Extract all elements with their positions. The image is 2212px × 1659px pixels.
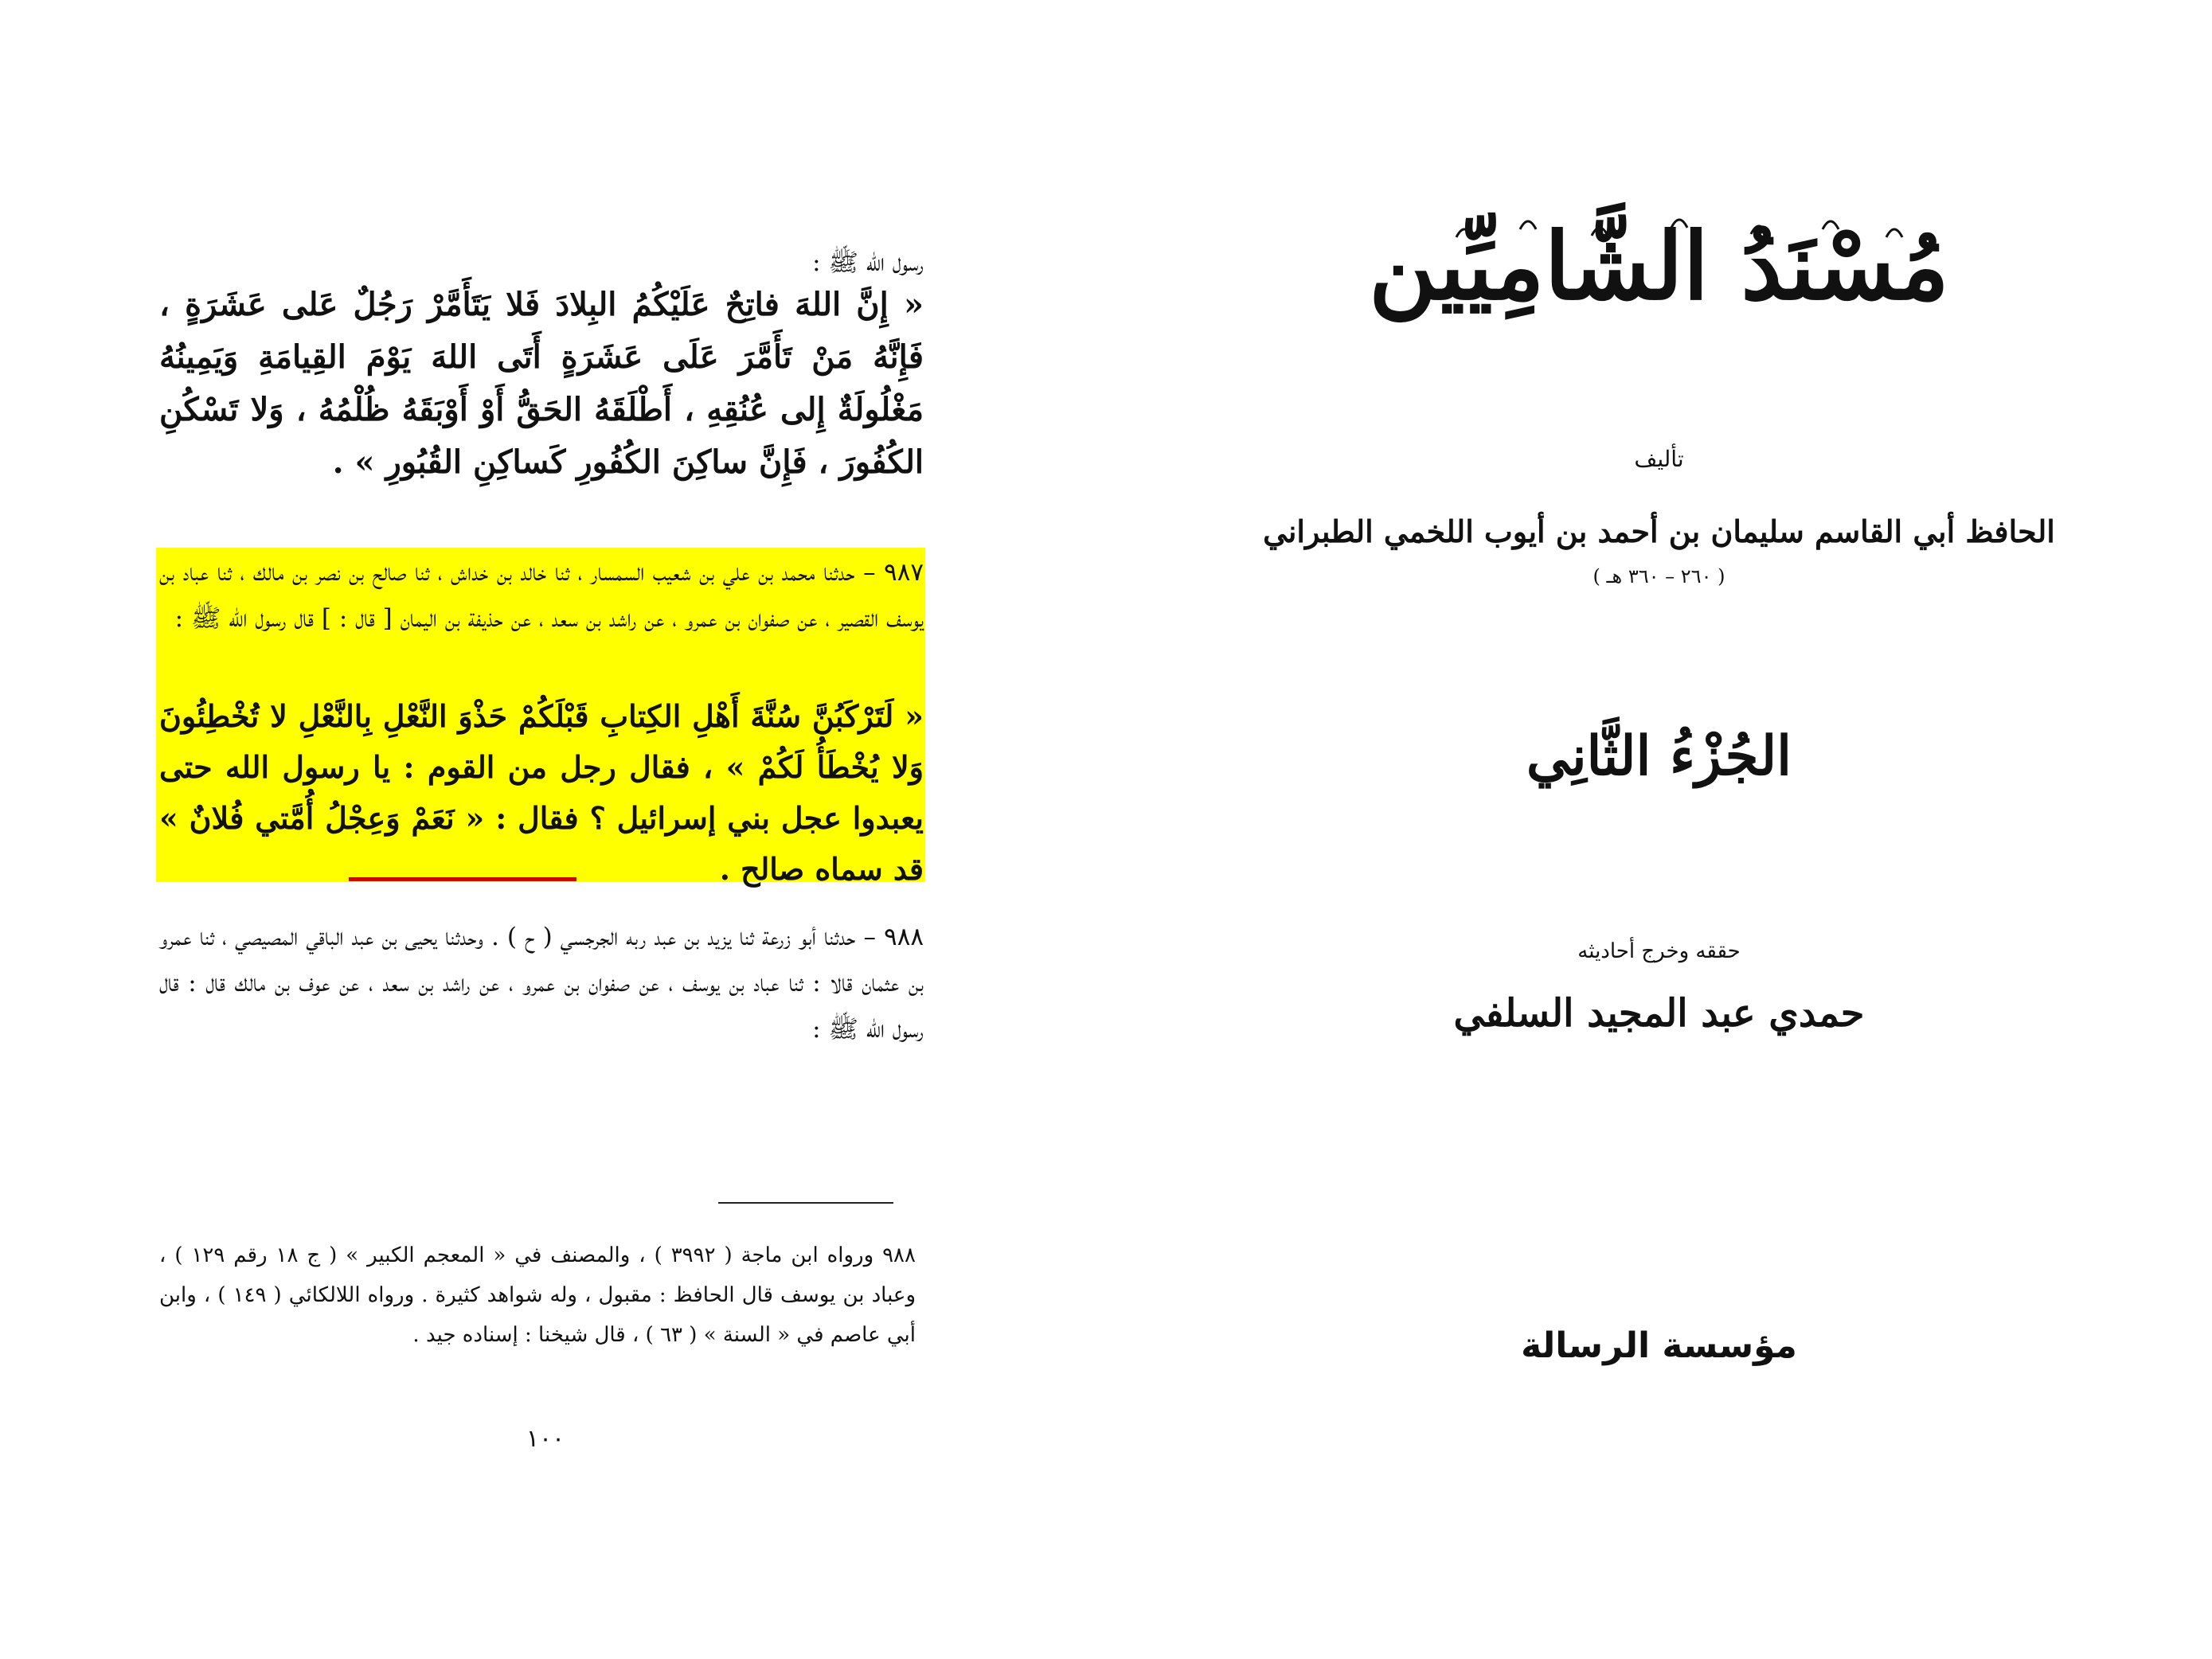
publisher-name: مؤسسة الرسالة — [1521, 1325, 1797, 1366]
right-page — [1106, 0, 2212, 1659]
footnote-divider — [718, 1202, 893, 1204]
hadith-987-chain: ٩٨٧ – حدثنا محمد بن علي بن شعيب السمسار ، ثنا خالد بن خداش ، ثنا صالح بن نصر بن مالك ، ثنا عباد بن يوسف القصير ، عن صفوان بن عمرو ، عن راشد بن سعد ، عن حذيفة بن اليمان [ قال : ] قال رسول الله ﷺ : — [159, 558, 924, 633]
hadith-987-quote-part-c: قد سماه صالح . — [719, 851, 924, 887]
author-name: الحافظ أبي القاسم سليمان بن أحمد بن أيوب اللخمي الطبراني — [1263, 513, 2055, 549]
editor-name: حمدي عبد المجيد السلفي — [1453, 991, 1865, 1036]
hadith-986-quote: « إِنَّ اللهَ فاتِحٌ عَلَيْكُمُ البِلادَ فَلا يَتَأَمَّرْ رَجُلٌ عَلى عَشَرَةٍ ، فَإِنَّهُ مَنْ تَأَمَّرَ عَلَى عَشَرَةٍ أَتَى اللهَ يَوْمَ القِيامَةِ وَيَمِينُهُ مَغْلُولَةٌ إِلى عُنُقِهِ ، أَطْلَقَهُ الحَقُّ أَوْ أَوْبَقَهُ ظُلْمُهُ ، وَلا تَسْكُنِ الكُفُورَ ، فَإِنَّ ساكِنَ الكُفُورِ كَساكِنِ القُبُورِ » . — [159, 286, 924, 481]
red-underline-mark — [349, 877, 576, 881]
book-title: مُسْنَدُ الشَّامِيِّين — [1369, 213, 1949, 321]
hadith-987-quote-part-a: « لَتَرْكَبُنَّ سُنَّةَ أَهْلِ الكِتابِ قَبْلَكُمْ حَذْوَ النَّعْلِ بِالنَّعْلِ لا تُخْطِئُونَ وَلا يُخْطَأُ لَكُمْ » ، فقال رجل من القوم : يا رسول الله حتى يعبدوا عجل بني إسرائيل ؟ فقال : — [159, 698, 924, 836]
volume-title: الجُزْءُ الثَّانِي — [1526, 724, 1792, 788]
hadith-987-quote-underlined: « نَعَمْ وَعِجْلُ أُمَّتي فُلانٌ » — [159, 800, 485, 836]
hadith-988: ٩٨٨ – حدثنا أبو زرعة ثنا يزيد بن عبد ربه الجرجسي ( ح ) . وحدثنا يحيى بن عبد الباقي المصيصي ، ثنا عمرو بن عثمان قالا : ثنا عباد بن يوسف ، عن صفوان بن عمرو ، عن راشد بن سعد ، عن عوف بن مالك قال : قال رسول الله ﷺ : — [159, 923, 924, 1044]
intro-line: رسول الله ﷺ : — [812, 248, 924, 277]
page-number: ١٠٠ — [526, 1425, 565, 1453]
editor-label: حققه وخرج أحاديثه — [1577, 939, 1741, 963]
authored-by-label: تأليف — [1634, 446, 1684, 472]
author-years: ( ٢٦٠ – ٣٦٠ هـ ) — [1593, 565, 1725, 587]
footnote-988: ٩٨٨ ورواه ابن ماجة ( ٣٩٩٢ ) ، والمصنف في « المعجم الكبير » ( ج ١٨ رقم ١٢٩ ) ، وعباد بن يوسف قال الحافظ : مقبول ، وله شواهد كثيرة . ورواه اللالكائي ( ١٤٩ ) ، وابن أبي عاصم في « السنة » ( ٦٣ ) ، قال شيخنا : إسناده جيد . — [159, 1243, 916, 1347]
hadith-987-quote — [159, 691, 924, 895]
